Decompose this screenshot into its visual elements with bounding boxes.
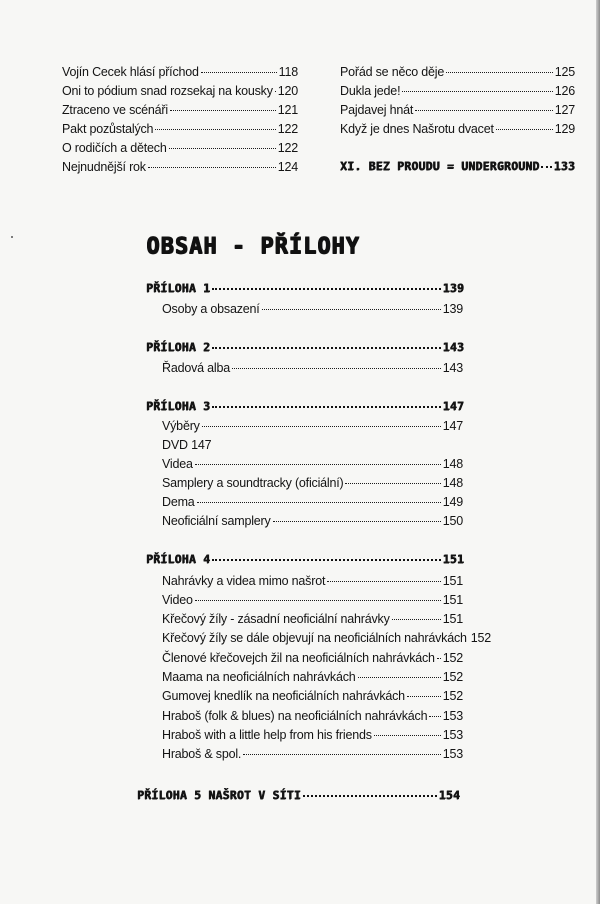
leader-dots: [541, 166, 551, 168]
toc-entry[interactable]: [162, 592, 463, 608]
toc-entry-page: 152: [442, 689, 463, 703]
leader-dots: [345, 483, 440, 484]
toc-entry-label: Samplery a soundtracky (oficiální): [162, 476, 344, 490]
toc-entry[interactable]: [162, 630, 492, 646]
toc-entry-page: 122: [277, 122, 298, 136]
leader-dots: [170, 110, 276, 111]
leader-dots: [358, 677, 441, 678]
toc-entry-label: Osoby a obsazení: [162, 302, 260, 316]
leader-dots: [374, 735, 441, 736]
toc-entry[interactable]: [162, 456, 463, 472]
toc-entry-page: 151: [442, 593, 463, 607]
toc-entry-label: Neoficiální samplery: [162, 514, 271, 528]
appendix-heading-label: PŘÍLOHA 2: [146, 340, 211, 354]
toc-entry[interactable]: [62, 102, 298, 118]
toc-entry[interactable]: [162, 573, 463, 589]
leader-dots: [232, 368, 441, 369]
toc-entry-label: Hraboš (folk & blues) na neoficiálních nahrávkách: [162, 709, 428, 723]
toc-entry-label: DVD 147: [162, 438, 212, 452]
toc-entry-label: Členové křečovejch žil na neoficiálních nahrávkách: [162, 651, 435, 665]
toc-entry-page: 151: [442, 612, 463, 626]
toc-entry-page: 150: [442, 514, 463, 528]
toc-entry[interactable]: [162, 494, 463, 510]
toc-entry-label: Hraboš & spol.: [162, 747, 242, 761]
leader-dots: [155, 129, 275, 130]
toc-entry-label: Pakt pozůstalých: [62, 122, 154, 136]
leader-dots: [446, 72, 553, 73]
toc-entry-label: Videa: [162, 457, 193, 471]
appendix-heading-label: PŘÍLOHA 4: [146, 552, 211, 566]
toc-entry-label: O rodičích a dětech: [62, 141, 167, 155]
leader-dots: [392, 619, 441, 620]
toc-entry[interactable]: [162, 727, 463, 743]
appendix-heading[interactable]: [137, 787, 460, 803]
toc-entry-page: 148: [442, 476, 463, 490]
leader-dots: [407, 696, 441, 697]
leader-dots: [197, 502, 441, 503]
appendix-heading[interactable]: [146, 398, 464, 414]
appendix-heading-page: 143: [442, 340, 464, 354]
toc-entry[interactable]: [162, 650, 463, 666]
toc-entry-label: Pořád se něco děje: [340, 65, 445, 79]
toc-entry-label: Video: [162, 593, 193, 607]
toc-entry-page: 153: [442, 709, 463, 723]
appendix-heading-page: 154: [438, 788, 460, 802]
toc-entry-page: 153: [442, 728, 463, 742]
toc-entry[interactable]: [162, 611, 463, 627]
toc-entry-label: Ztraceno ve scénáři: [62, 103, 168, 117]
toc-entry-page: 152: [442, 670, 463, 684]
toc-entry-page: 152: [442, 651, 463, 665]
toc-entry[interactable]: [162, 688, 463, 704]
toc-entry-label: Maama na neoficiálních nahrávkách: [162, 670, 356, 684]
toc-entry-page: 127: [554, 103, 575, 117]
leader-dots: [212, 559, 441, 561]
toc-entry-label: Když je dnes Našrotu dvacet: [340, 122, 494, 136]
leader-dots: [148, 167, 276, 168]
toc-entry-label: Křečový žíly - zásadní neoficiální nahrávky: [162, 612, 390, 626]
toc-entry[interactable]: [62, 121, 298, 137]
leader-dots: [243, 754, 441, 755]
toc-entry-label: Dukla jede!: [340, 84, 401, 98]
appendix-heading-label: PŘÍLOHA 3: [146, 399, 211, 413]
leader-dots: [275, 91, 276, 92]
appendix-heading-label: PŘÍLOHA 1: [146, 281, 211, 295]
toc-entry[interactable]: [162, 513, 463, 529]
toc-entry-page: 147: [442, 419, 463, 433]
toc-entry-label: Vojín Cecek hlásí příchod: [62, 65, 199, 79]
leader-dots: [303, 795, 437, 797]
toc-entry-label: Oni to pódium snad rozsekaj na kousky: [62, 84, 273, 98]
leader-dots: [212, 288, 441, 290]
toc-entry[interactable]: [340, 102, 575, 118]
chapter-label: XI. BEZ PROUDU = UNDERGROUND: [340, 159, 540, 173]
appendix-heading[interactable]: [146, 551, 464, 567]
toc-entry[interactable]: [162, 301, 463, 317]
toc-entry-page: 148: [442, 457, 463, 471]
leader-dots: [202, 426, 441, 427]
toc-entry-label: Pajdavej hnát: [340, 103, 414, 117]
toc-entry-page: 151: [442, 574, 463, 588]
toc-entry[interactable]: [162, 708, 463, 724]
toc-entry-page: 121: [277, 103, 298, 117]
page-edge: [596, 0, 600, 904]
toc-entry-label: Gumovej knedlík na neoficiálních nahrávkách: [162, 689, 405, 703]
toc-entry-page: 152: [470, 631, 492, 645]
toc-entry[interactable]: [162, 669, 463, 685]
toc-entry-page: 153: [442, 747, 463, 761]
toc-entry-page: 125: [554, 65, 575, 79]
appendix-heading-page: 151: [442, 552, 464, 566]
toc-entry-label: Dema: [162, 495, 195, 509]
toc-entry-label: Křečový žíly se dále objevují na neoficiálních nahrávkách: [162, 631, 467, 645]
leader-dots: [327, 581, 441, 582]
leader-dots: [402, 91, 552, 92]
leader-dots: [415, 110, 553, 111]
leader-dots: [195, 464, 441, 465]
toc-entry-label: Hraboš with a little help from his friends: [162, 728, 372, 742]
appendix-heading-label: PŘÍLOHA 5 NAŠROT V SÍTI: [137, 788, 301, 802]
leader-dots: [429, 716, 440, 717]
toc-entry[interactable]: [162, 437, 463, 453]
toc-entry-page: 120: [277, 84, 298, 98]
toc-entry-page: 129: [554, 122, 575, 136]
leader-dots: [201, 72, 277, 73]
toc-entry-label: Výběry: [162, 419, 200, 433]
section-title: OBSAH - PŘÍLOHY: [146, 234, 360, 259]
toc-entry-label: Řadová alba: [162, 361, 230, 375]
leader-dots: [273, 521, 441, 522]
toc-entry[interactable]: [162, 475, 463, 491]
leader-dots: [169, 148, 276, 149]
leader-dots: [496, 129, 553, 130]
appendix-heading-page: 147: [442, 399, 464, 413]
appendix-heading-page: 139: [442, 281, 464, 295]
toc-entry[interactable]: [62, 140, 298, 156]
toc-entry-label: Nahrávky a videa mimo našrot: [162, 574, 326, 588]
toc-entry-page: 149: [442, 495, 463, 509]
toc-entry-page: 126: [554, 84, 575, 98]
toc-entry[interactable]: [340, 121, 575, 137]
toc-entry-page: 118: [278, 65, 298, 79]
toc-entry-page: 122: [277, 141, 298, 155]
leader-dots: [195, 600, 441, 601]
toc-entry[interactable]: [340, 64, 575, 80]
toc-entry[interactable]: [162, 746, 463, 762]
paper-speck: [11, 236, 13, 238]
toc-entry[interactable]: [62, 64, 298, 80]
leader-dots: [212, 406, 441, 408]
appendix-heading[interactable]: [146, 339, 464, 355]
toc-entry[interactable]: [162, 360, 463, 376]
chapter-entry[interactable]: [340, 158, 575, 174]
toc-entry-page: 143: [442, 361, 463, 375]
chapter-page: 133: [553, 159, 575, 173]
toc-entry-label: Nejnudnější rok: [62, 160, 146, 174]
toc-entry[interactable]: [162, 418, 463, 434]
leader-dots: [437, 658, 441, 659]
toc-entry-page: 139: [442, 302, 463, 316]
toc-entry[interactable]: [62, 159, 298, 175]
leader-dots: [262, 309, 441, 310]
leader-dots: [212, 347, 441, 349]
toc-entry[interactable]: [340, 83, 575, 99]
toc-entry-page: 124: [277, 160, 298, 174]
appendix-heading[interactable]: [146, 280, 464, 296]
toc-entry[interactable]: [62, 83, 298, 99]
